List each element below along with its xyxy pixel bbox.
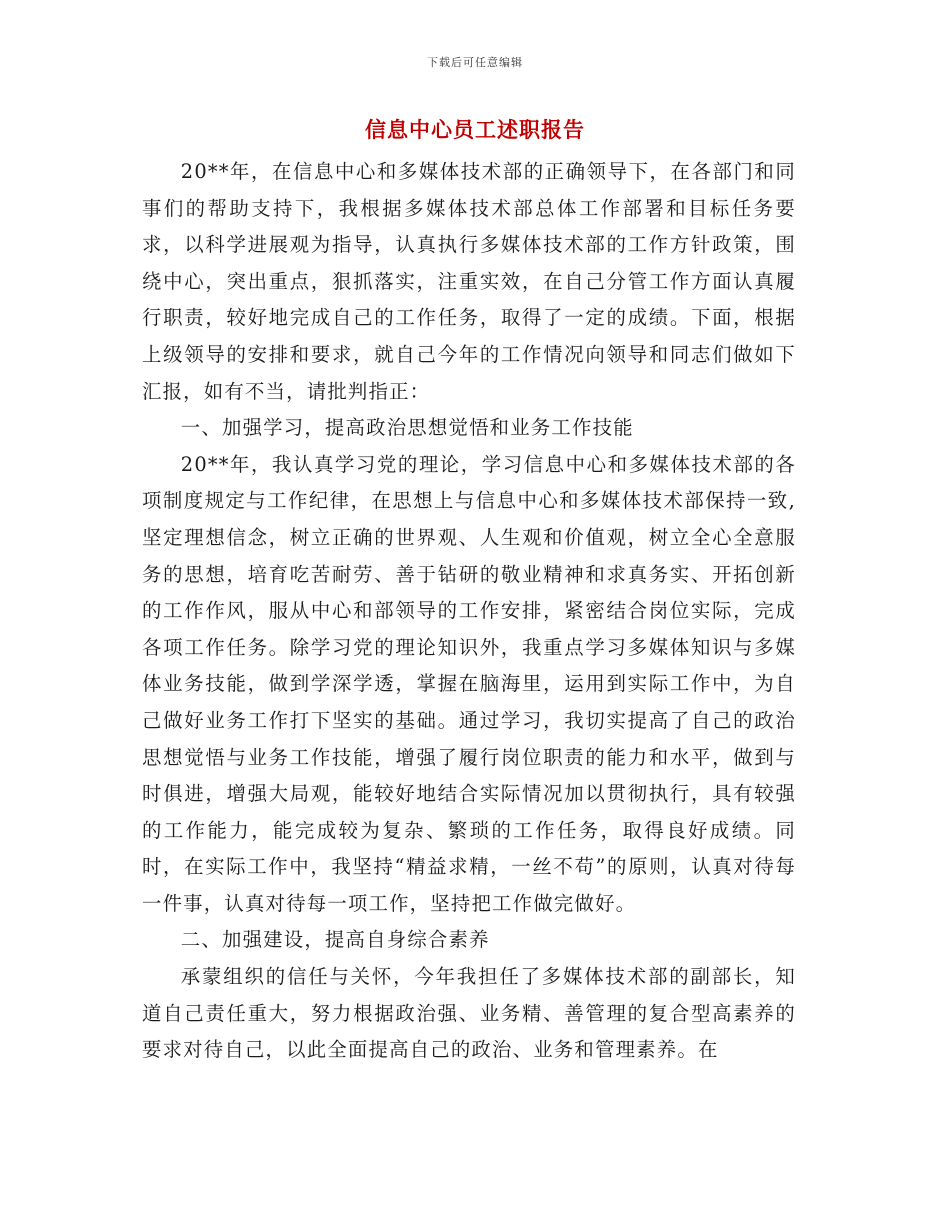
header-note: 下载后可任意编辑 <box>427 56 523 69</box>
section-1-paragraph: 20**年，我认真学习党的理论，学习信息中心和多媒体技术部的各项制度规定与工作纪律，在思想上与信息中心和多媒体技术部保持一致,坚定理想信念，树立正确的世界观、人生观和价值观，树立全心全意服务的思想，培育吃苦耐劳、善于钻研的敬业精神和求真务实、开拓创新的工作作风，服从中心和部领导的工作安排，紧密结合岗位实际，完成各项工作任务。除学习党的理论知识外，我重点学习多媒体知识与多媒体业务技能，做到学深学透，掌握在脑海里，运用到实际工作中，为自己做好业务工作打下坚实的基础。通过学习，我切实提高了自己的政治思想觉悟与业务工作技能，增强了履行岗位职责的能力和水平，做到与时俱进，增强大局观，能较好地结合实际情况加以贯彻执行，具有较强的工作能力，能完成较为复杂、繁琐的工作任务，取得良好成绩。同时，在实际工作中，我坚持“精益求精，一丝不苟”的原则，认真对待每一件事，认真对待每一项工作，坚持把工作做完做好。 <box>142 452 796 915</box>
document-title: 信息中心员工述职报告 <box>365 117 585 142</box>
document-body <box>142 154 796 1069</box>
intro-paragraph: 20**年，在信息中心和多媒体技术部的正确领导下，在各部门和同事们的帮助支持下，我根据多媒体技术部总体工作部署和目标任务要求，以科学进展观为指导，认真执行多媒体技术部的工作方针政策，围绕中心，突出重点，狠抓落实，注重实效，在自己分管工作方面认真履行职责，较好地完成自己的工作任务，取得了一定的成绩。下面，根据上级领导的安排和要求，就自己今年的工作情况向领导和同志们做如下汇报，如有不当，请批判指正： <box>142 160 796 403</box>
section-2-paragraph: 承蒙组织的信任与关怀，今年我担任了多媒体技术部的副部长，知道自己责任重大，努力根据政治强、业务精、善管理的复合型高素养的要求对待自己，以此全面提高自己的政治、业务和管理素养。在 <box>142 965 796 1062</box>
section-heading-1: 一、加强学习，提高政治思想觉悟和业务工作技能 <box>180 416 634 440</box>
section-heading-2: 二、加强建设，提高自身综合素养 <box>180 928 490 952</box>
